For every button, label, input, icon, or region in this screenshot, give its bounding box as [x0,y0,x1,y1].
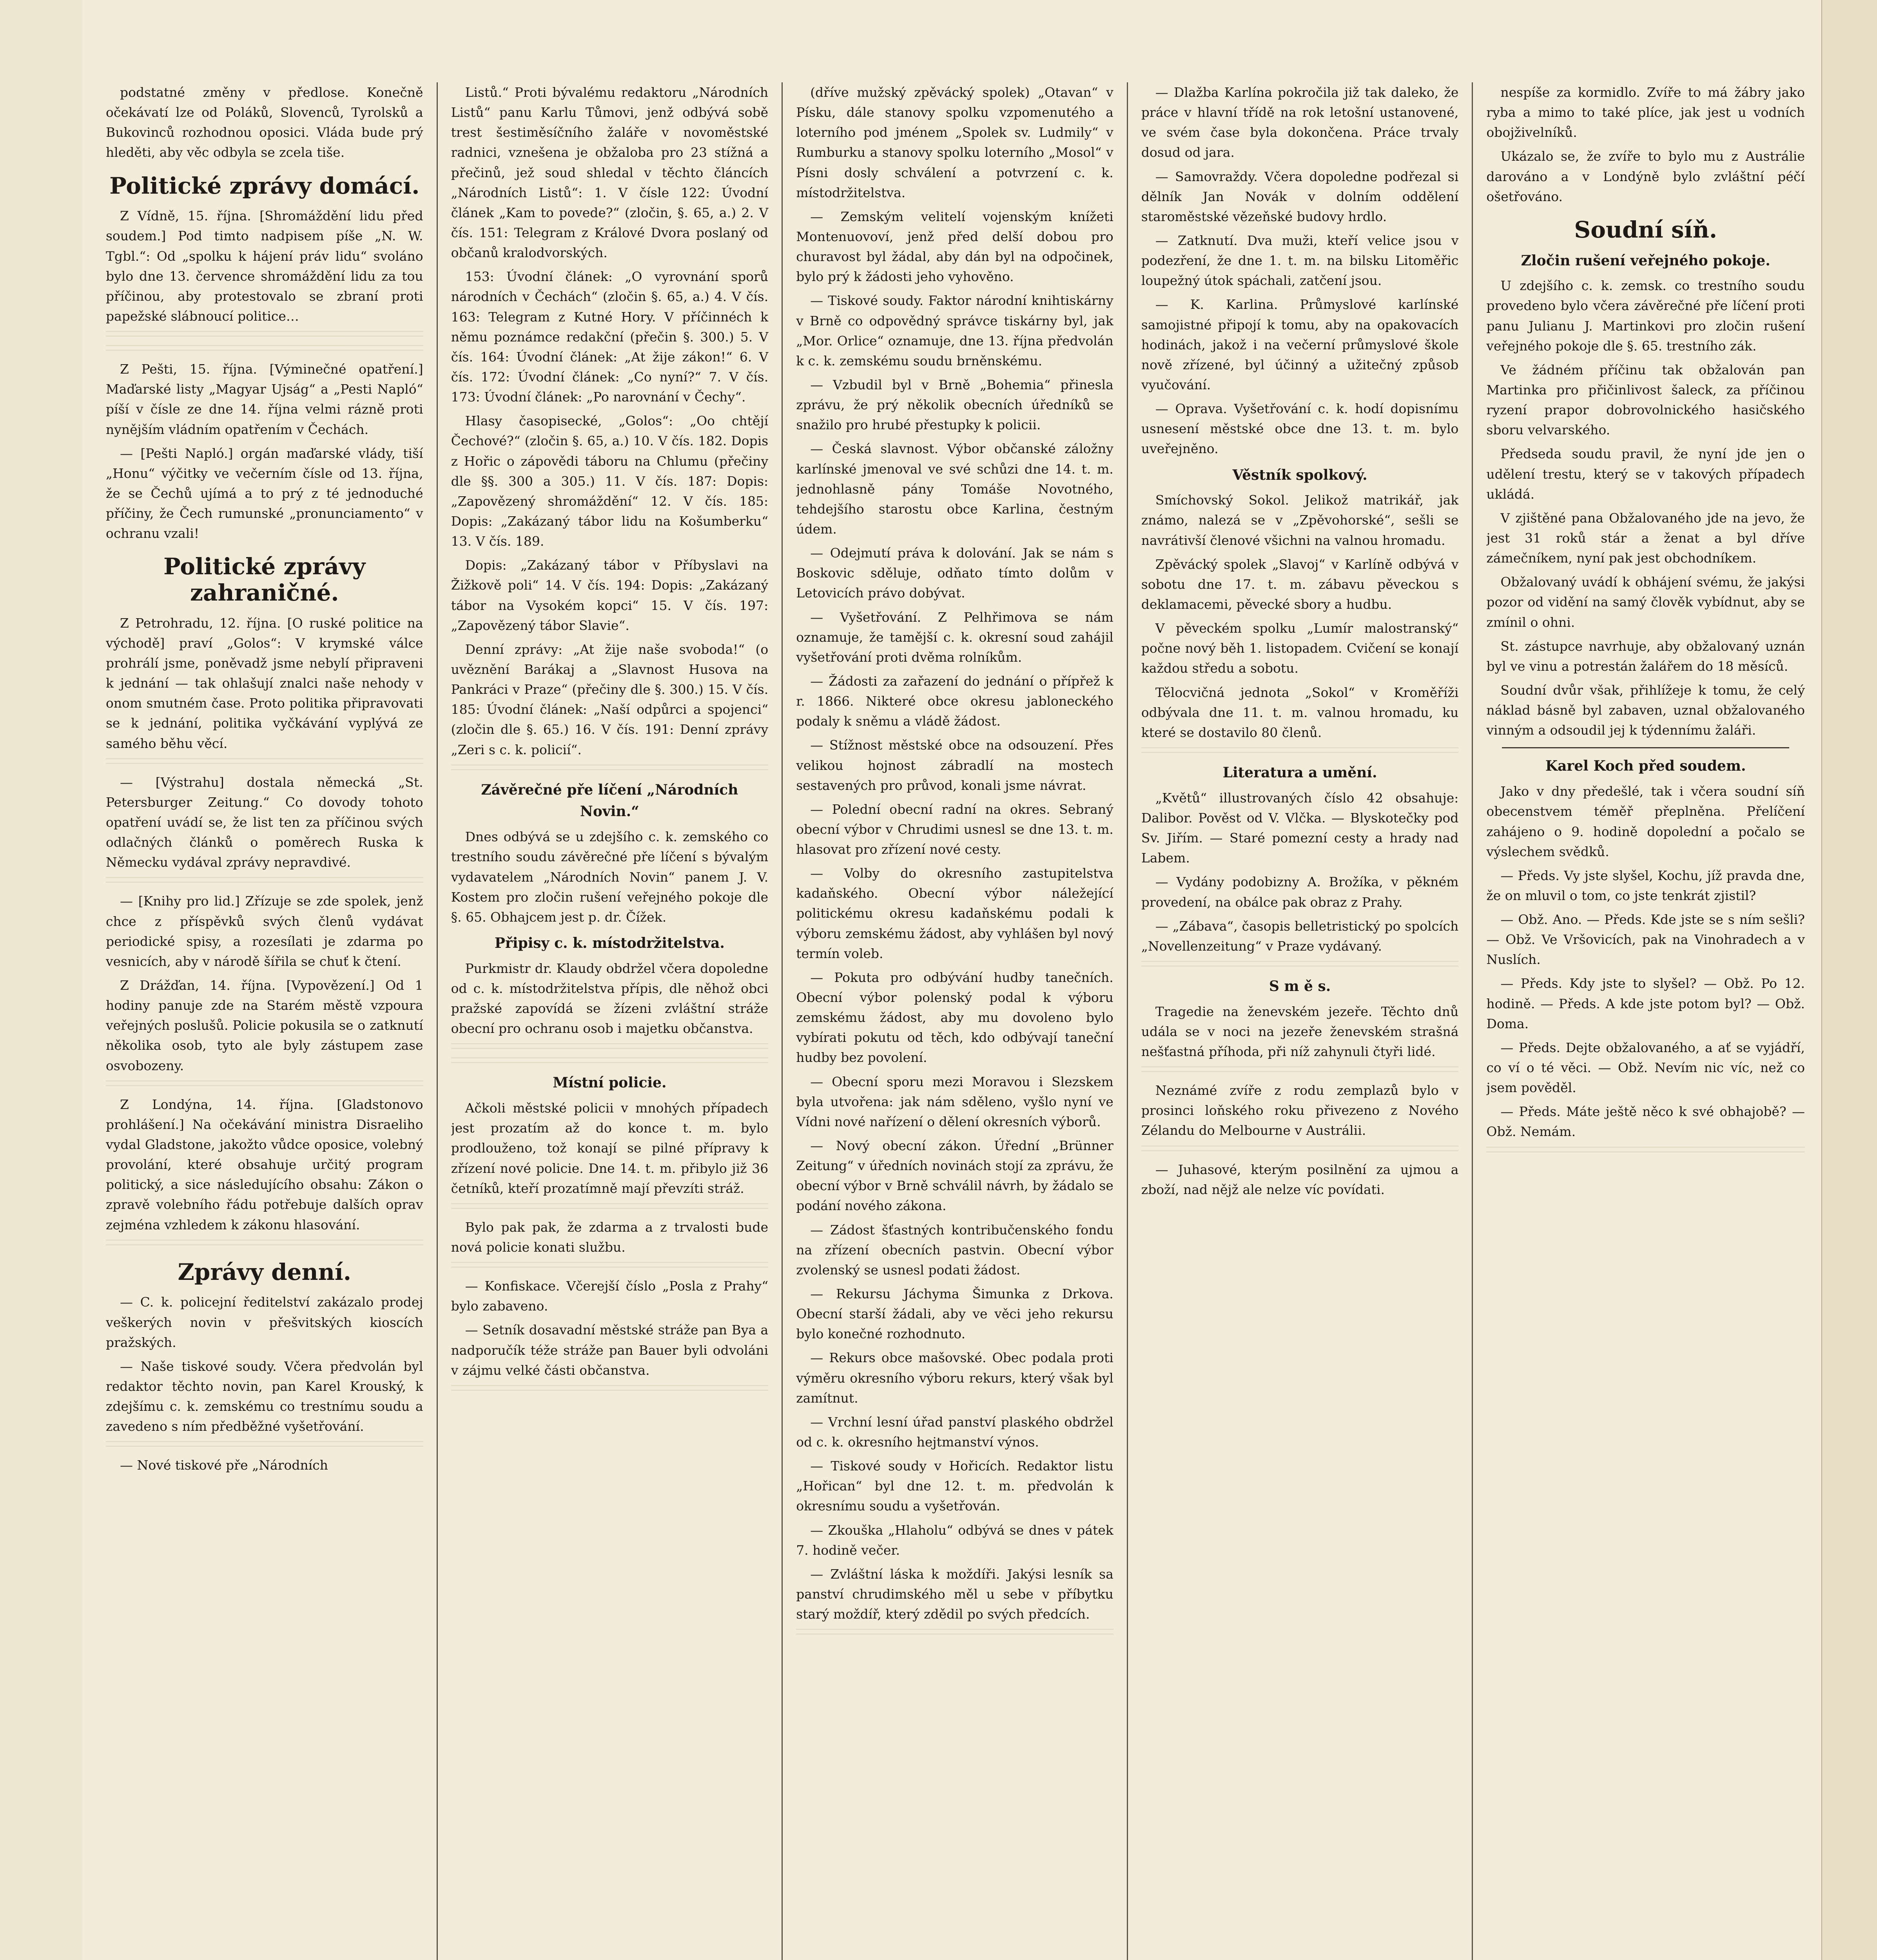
paragraph: — Polední obecní radní na okres. Sebraný obecní výbor v Chrudimi usnesl se dne 13. t. m. hlasovat pro zřízení nové cesty. [796,801,1114,857]
text-filler [451,1262,769,1271]
text-filler [1486,1147,1805,1156]
section-heading-court: Soudní síň. [1574,216,1717,243]
subheading-koch-trial: Karel Koch před soudem. [1545,758,1746,775]
text-filler [1141,1066,1459,1076]
paragraph: — Pokuta pro odbývání hudby tanečních. Obecní výbor polenský podal k výboru zemskému žádost, aby mu dovoleno bylo vybírati pokutu od těch, kdo odbývají taneční hudby bez povolení. [796,969,1114,1065]
paragraph: — [Výstrahu] dostala německá „St. Petersburger Zeitung.“ Co dovody tohoto opatření uvádí se, že list ten za příčinou svých odlačných článků o poměrech Ruska k Německu vydával zprávy nepravdivé. [106,774,423,870]
text-filler [451,1385,769,1394]
paragraph: — Zatknutí. Dva muži, kteří velice jsou v podezření, že dne 1. t. m. na bilsku Litoměřic loupežný útok spáchali, zatčení jsou. [1141,232,1459,289]
paragraph: Smíchovský Sokol. Jelikož matrikář, jak známo, nalezá se v „Zpěvohorské“, sešli se navrátivší členové všichni na valnou hromadu. [1141,492,1459,548]
paragraph: — Zádost šťastných kontribučenského fondu na zřízení obecních pastvin. Obecní výbor zvolenský se usnesl podati žádost. [796,1222,1114,1278]
paragraph: — Zemským velitelí vojenským knížeti Montenuovoví, jenž před delší dobou pro churavost byl žádal, aby dán byl na odpočinek, bylo prý k žádosti jeho vyhověno. [796,209,1114,285]
paragraph: Soudní dvůr však, přihlížeje k tomu, že celý náklad básně byl zabaven, uznal obžalovaného vinným a odsoudil jej k týdennímu žaláři. [1486,682,1805,738]
paragraph: podstatné změny v předlose. Konečně očekávatí lze od Poláků, Slovenců, Tyrolsků a Bukovinců rozhodnou oposici. Vláda bude prý hleděti, aby věc odbyla se zcela tiše. [106,85,423,160]
paragraph: Jako v dny předešlé, tak i včera soudní síň obecenstvem téměř přeplněna. Přelíčení zahájeno o 9. hodině dopolední a počalo se výslechem svědků. [1486,784,1805,859]
paragraph: Obžalovaný uvádí k obhájení svému, že jakýsi pozor od vidění na samý člověk vybídnut, aby se zmínil o ohni. [1486,574,1805,630]
paragraph: Zpěvácký spolek „Slavoj“ v Karlíně odbývá v sobotu dne 17. t. m. zábavu pěveckou s deklamacemi, pěvecké sbory a hudbu. [1141,556,1459,612]
paragraph: Dnes odbývá se u zdejšího c. k. zemského co trestního soudu závěrečné pře líčení s bývalým vydavatelem „Národních Novin“ panem J. V. Kostem pro zločin rušení veřejného pokoje dle §. 65. Obhajcem jest p. dr. Čížek. [451,829,769,925]
section-heading-foreign: Politické zprávy zahraničné. [163,553,366,606]
paragraph: Dopis: „Zakázaný tábor v Příbyslavi na Žižkově poli“ 14. V čís. 194: Dopis: „Zakázaný tábor na Vysokém kopci“ 15. V čís. 197: „Zapovězený tábor Slavie“. [451,557,769,633]
paragraph: — Setník dosavadní městské stráže pan Bya a nadporučík téže stráže pan Bauer byli odvoláni v zájmu velké části občanstva. [451,1322,769,1378]
paragraph: — Samovraždy. Včera dopoledne podřezal si dělník Jan Novák v dolním oddělení staroměstské vězeňské budovy hrdlo. [1141,169,1459,224]
column-4 [1141,82,1473,1960]
paragraph: — Nový obecní zákon. Úřední „Brünner Zeitung“ v úředních novinách stojí za zprávu, že obecní výbor v Brně schválil návrh, by žádalo se podání nového zákona. [796,1138,1114,1214]
column-2 [451,82,783,1960]
paragraph: Z Londýna, 14. října. [Gladstonovo prohlášení.] Na očekávání ministra Disraeliho vydal Gladstone, jakožto vůdce oposice, volebný provolání, které obsahuje určitý program politický, a sice následujícího obsahu: Zákon o zpravě volebního řádu potřebuje dalších oprav zejména vzhledem k zákonu hlasování. [106,1096,423,1232]
paragraph: — Tiskové soudy. Faktor národní knihtiskárny v Brně co odpovědný správce tiskárny byl, jak „Mor. Orlice“ oznamuje, dne 13. října předvolán k c. k. zemskému soudu brněnskému. [796,293,1114,368]
paragraph: (dříve mužský zpěvácký spolek) „Otavan“ v Písku, dále stanovy spolku vzpomenutého a loterního pod jménem „Spolek sv. Ludmily“ v Rumburku a stanovy spolku loterního „Mosol“ v Písni dosly schválení a potvrzení c. k. místodržitelstva. [796,85,1114,200]
paragraph: — K. Karlina. Průmyslové karlínské samojistné připojí k tomu, aby na opakovacích hodinách, jakož i na večerní průmyslové škole nově zřízené, byl účinný a užitečný způsob vyučování. [1141,297,1459,392]
paragraph: — Vydány podobizny A. Brožíka, v pěkném provedení, na obálce pak obraz z Prahy. [1141,874,1459,910]
paragraph: — [Knihy pro lid.] Zřízuje se zde spolek, jenž chce z příspěvků svých členů vydávat periodické spisy, a rozesílati je zdarma po vesnicích, aby v národě šířila se chuť k čtení. [106,893,423,969]
paragraph: Z Pešti, 15. října. [Výminečné opatření.] Maďarské listy „Magyar Ujság“ a „Pesti Napló“ píší v čísle ze dne 14. října velmi rázně proti nynějším vládním opatřením v Čechách. [106,361,423,437]
paragraph: St. zástupce navrhuje, aby obžalovaný uznán byl ve vinu a potrestán žalářem do 18 měsíců. [1486,638,1805,674]
paragraph: — Rekursu Jáchyma Šimunka z Drkova. Obecní starší žádali, aby ve věci jeho rekursu bylo konečné rozhodnuto. [796,1286,1114,1342]
subheading-governor-letters: Připisy c. k. místodržitelstva. [494,935,725,951]
paragraph: U zdejšího c. k. zemsk. co trestního soudu provedeno bylo včera závěrečné pře líčení proti panu Julianu J. Martinkovi pro zločin rušení veřejného pokoje dle §. 65. trestního zák. [1486,278,1805,354]
paragraph: Tělocvičná jednota „Sokol“ v Kroměříži odbývala dne 11. t. m. valnou hromadu, ku které se dostavilo 80 členů. [1141,684,1459,740]
paragraph: Listů.“ Proti bývalému redaktoru „Národních Listů“ panu Karlu Tůmovi, jenž odbývá sobě trest šestiměsíčního žaláře v novoměstské radnici, vznešena je obžaloba pro 23 stížná a přečinů, jež soud shledal v těchto článcích „Národních Listů“: 1. V čísle 122: Úvodní článek „Kam to povede?“ (zločin, §. 65, a.) 2. V čís. 151: Telegram z Králové Dvora poslaný od občanů kralodvorských. [451,85,769,261]
paragraph: — „Zábava“, časopis belletristický po spolcích „Novellenzeitung“ v Praze vydávaný. [1141,918,1459,954]
paragraph: — Zkouška „Hlaholu“ odbývá se dnes v pátek 7. hodině večer. [796,1522,1114,1558]
text-filler [106,1240,423,1249]
paragraph: — Rekurs obce mašovské. Obec podala proti výměru okresního výboru rekurs, který však byl zamítnut. [796,1350,1114,1406]
paragraph: Ačkoli městské policii v mnohých případech jest prozatím až do konce t. m. bylo prodlouženo, tož konají se pilné přípravy k zřízení nové policie. Dne 14. t. m. přibylo již 36 četníků, kteří prozatímně mají převzíti stráž. [451,1100,769,1196]
paragraph: Tragedie na ženevském jezeře. Těchto dnů udála se v noci na jezeře ženevském strašná nešťastná příhoda, při níž zahynuli čtyři lidé. [1141,1004,1459,1060]
text-filler [1141,747,1459,757]
paragraph: — Juhasové, kterým posilnění za ujmou a zboží, nad nějž ale nelze víc povídati. [1141,1161,1459,1197]
paragraph: Předseda soudu pravil, že nyní jde jen o udělení trestu, který se v takových případech ukládá. [1486,446,1805,502]
paragraph: — Vrchní lesní úřad panství plaského obdržel od c. k. okresního hejtmanství výnos. [796,1414,1114,1450]
text-filler [451,1057,769,1067]
subheading-miscellany: S m ě s. [1269,978,1331,995]
column-grid [106,82,1818,1960]
paragraph: nespíše za kormidlo. Zvíře to má žábry jako ryba a mimo to také plíce, jak jest u vodních obojživelníků. [1486,85,1805,140]
paragraph: Ve žádném příčinu tak obžalován pan Martinka pro přičinlivost šaleck, za příčinou ryzení prapor dobrovolnického hasičského sboru velvarského. [1486,362,1805,438]
paragraph: „Květů“ illustrovaných číslo 42 obsahuje: Dalibor. Pověst od V. Vlčka. — Blyskotečky pod Sv. Jiřím. — Staré pomezní cesty a hrady nad Labem. [1141,790,1459,866]
column-3 [796,82,1128,1960]
paragraph: 153: Úvodní článek: „O vyrovnání sporů národních v Čechách“ (zločin §. 65, a.) 4. V čís. 163: Telegram z Kutné Hory. V příčinnéch k němu poznámce redakční (přečin §. 300.) 5. V čís. 164: Úvodní článek: „At žije zákon!“ 6. V čís. 172: Úvodní článek: „Co nyní?“ 7. V čís. 173: Úvodní článek: „Po narovnání v Čechy“. [451,269,769,405]
text-filler [451,1203,769,1212]
section-heading-daily: Zprávy denní. [178,1258,352,1285]
text-filler [106,1441,423,1450]
paragraph: — Stížnost městské obce na odsouzení. Přes velikou hojnost zábradlí na mostech sestavených pro průvod, konali jsme návrat. [796,737,1114,793]
paragraph: — Naše tiskové soudy. Včera předvolán byl redaktor těchto novin, pan Karel Krouský, k zdejšímu c. k. zemskému co trestnímu soudu a zavedeno s ním předběžné vyšetřování. [106,1358,423,1434]
text-filler [106,877,423,886]
subheading-club-news: Věstník spolkový. [1232,466,1367,483]
paragraph: — Zvláštní láska k moždíři. Jakýsi lesník sa panství chrudimského měl u sebe v příbytku starý moždíř, který zdědil po svých předcích. [796,1566,1114,1622]
right-edge-strip [1821,0,1877,1960]
paragraph: — Konfiskace. Včerejší číslo „Posla z Prahy“ bylo zabaveno. [451,1278,769,1314]
paragraph: — Předs. Dejte obžalovaného, a ať se vyjádří, co ví o té věci. — Obž. Nevím nic víc, než co jsem pověděl. [1486,1040,1805,1096]
paragraph: Ukázalo se, že zvíře to bylo mu z Austrálie darováno a v Londýně bylo zvláštní péčí ošetřováno. [1486,149,1805,204]
text-filler [1141,961,1459,970]
divider [1502,747,1789,748]
section-heading-domestic: Politické zprávy domácí. [109,172,420,199]
column-1 [106,82,438,1960]
text-filler [1141,1145,1459,1155]
subheading-final-trial: Závěrečné pře líčení „Národních Novin.“ [481,781,738,820]
paragraph: Hlasy časopisecké, „Golos“: „Oo chtějí Čechové?“ (zločin §. 65, a.) 10. V čís. 182. Dopis z Hořic o zápovědi táboru na Chlumu (přečiny dle §§. 300 a 305.) 11. V čís. 187: Dopis: „Zapovězený shromáždění“ 12. V čís. 185: Dopis: „Zakázaný tábor lidu na Košumberku“ 13. V čís. 189. [451,413,769,549]
paragraph: — Nové tiskové pře „Národních [120,1457,328,1473]
paragraph: — Volby do okresního zastupitelstva kadaňského. Obecní výbor náležející politickému okresu kadaňskému podali k výboru zemskému žádost, aby vyhlášen byl nový termín voleb. [796,866,1114,961]
paragraph: Z Vídně, 15. října. [Shromáždění lidu před soudem.] Pod timto nadpisem píše „N. W. Tgbl.“: Od „spolku k hájení práv lidu“ svoláno bylo dne 13. července shromáždění lidu za tou příčinou, aby protestovalo se zbraní proti papežské slábnoucí politice… [106,208,423,324]
paragraph: V zjištěné pana Obžalovaného jde na jevo, že jest 31 roků stár a ženat a byl dříve zámečníkem, nyní pak jest obchodníkem. [1486,510,1805,566]
column-5 [1486,82,1818,1960]
paragraph: — Česká slavnost. Výbor občanské záložny karlínské jmenoval ve své schůzi dne 14. t. m. jednohlasně pány Tomáše Novotného, tehdejšího starostu obce Karlina, čestným údem. [796,441,1114,537]
text-filler [106,331,423,340]
paragraph: — Vzbudil byl v Brně „Bohemia“ přinesla zprávu, že prý několik obecních úředníků se snažilo pro hrubé přestupky k policii. [796,377,1114,433]
paragraph: — Obecní sporu mezi Moravou i Slezskem byla utvořena: jak nám sděleno, vyšlo nyní ve Vídni nové nařízení o dělení okresních výborů. [796,1074,1114,1129]
paragraph: V pěveckém spolku „Lumír malostranský“ počne nový běh 1. listopadem. Cvičení se konají každou středu a sobotu. [1141,621,1459,676]
text-filler [106,1080,423,1090]
subheading-public-peace: Zločin rušení veřejného pokoje. [1521,252,1770,269]
paragraph: — Obž. Ano. — Předs. Kde jste se s ním sešli? — Obž. Ve Vršovicích, pak na Vinohradech a v Nuslích. [1486,912,1805,967]
paragraph: — Odejmutí práva k dolování. Jak se nám s Boskovic sděluje, odňato tímto dolům v Letovicích právo dobývat. [796,545,1114,601]
text-filler [106,345,423,354]
paragraph: — C. k. policejní ředitelství zakázalo prodej veškerých novin v přešvitských kioscích pražských. [106,1294,423,1350]
paragraph: — Žádosti za zařazení do jednání o přípřež k r. 1866. Nikteré obce okresu jabloneckého podaly k sněmu a vládě žádost. [796,673,1114,729]
paragraph: Z Drážďan, 14. října. [Vypovězení.] Od 1 hodiny panuje zde na Starém městě vzpoura veřejných poslušů. Policie pokusila se o zatknutí několika osob, tyto ale byly zástupem zase osvobozeny. [106,977,423,1073]
text-filler [451,1043,769,1053]
paragraph: — Vyšetřování. Z Pelhřimova se nám oznamuje, že tamější c. k. okresní soud zahájil vyšetřování proti dvěma rolníkům. [796,609,1114,665]
paragraph: — Předs. Kdy jste to slyšel? — Obž. Po 12. hodině. — Předs. A kde jste potom byl? — Obž. Doma. [1486,976,1805,1031]
subheading-local-police: Místní policie. [553,1074,667,1091]
paragraph: Denní zprávy: „At žije naše svoboda!“ (o uvěznění Barákaj a „Slavnost Husova na Pankráci v Praze“ (přečiny dle §. 300.) 15. V čís. 185: Úvodní článek: „Naší odpůrci a spojenci“ (zločin dle §. 65.) 16. V čís. 191: Denní zprávy „Zeri s c. k. policií“. [451,641,769,757]
paragraph: Purkmistr dr. Klaudy obdržel včera dopoledne od c. k. místodržitelstva přípis, dle něhož obci pražské zapovídá se žízeni zvláštní stráže obecní pro ochranu osob i majetku občanstva. [451,960,769,1036]
paragraph: — Tiskové soudy v Hořicích. Redaktor listu „Hořican“ byl dne 12. t. m. předvolán k okresnímu soudu a vyšetřován. [796,1458,1114,1514]
paragraph: Bylo pak pak, že zdarma a z trvalosti bude nová policie konati službu. [451,1219,769,1255]
paragraph: — [Pešti Napló.] orgán maďarské vlády, tiší „Honu“ výčitky ve večerním čísle od 13. října, že se Čechů ujímá a to prý z té jednoduché příčiny, že Čech rumunské „pronunciamento“ v ochranu vzali! [106,445,423,541]
left-margin [0,0,82,1960]
paragraph: Z Petrohradu, 12. října. [O ruské politice na východě] praví „Golos“: V krymské válce prohrálí jsme, poněvadž jsme nebylí připraveni k jednání — tak ohlašují znalci naše nehody v onom smutném čase. Proto politika připravovati se k jednání, politika vyčkávání vyplývá ze samého běhu věcí. [106,615,423,751]
text-filler [106,758,423,768]
text-filler [796,1629,1114,1638]
subheading-literature: Literatura a umění. [1222,764,1377,781]
paragraph: — Oprava. Vyšetřování c. k. hodí dopisnímu usnesení městské obce dne 13. t. m. bylo uveřejněno. [1141,401,1459,457]
paragraph: Neznámé zvíře z rodu zemplazů bylo v prosinci loňského roku přivezeno z Nového Zélandu do Melbourne v Austrálii. [1141,1083,1459,1138]
paragraph: — Dlažba Karlína pokročila již tak daleko, že práce v hlavní třídě na rok letošní ustanovené, ve svém čase byla dokončena. Práce trvaly dosud od jara. [1141,85,1459,160]
paragraph: — Předs. Máte ještě něco k své obhajobě? — Obž. Nemám. [1486,1104,1805,1140]
paragraph: — Předs. Vy jste slyšel, Kochu, jíž pravda dne, že on mluvil o tom, co jste tenkrát zjistil? [1486,867,1805,903]
text-filler [451,764,769,774]
